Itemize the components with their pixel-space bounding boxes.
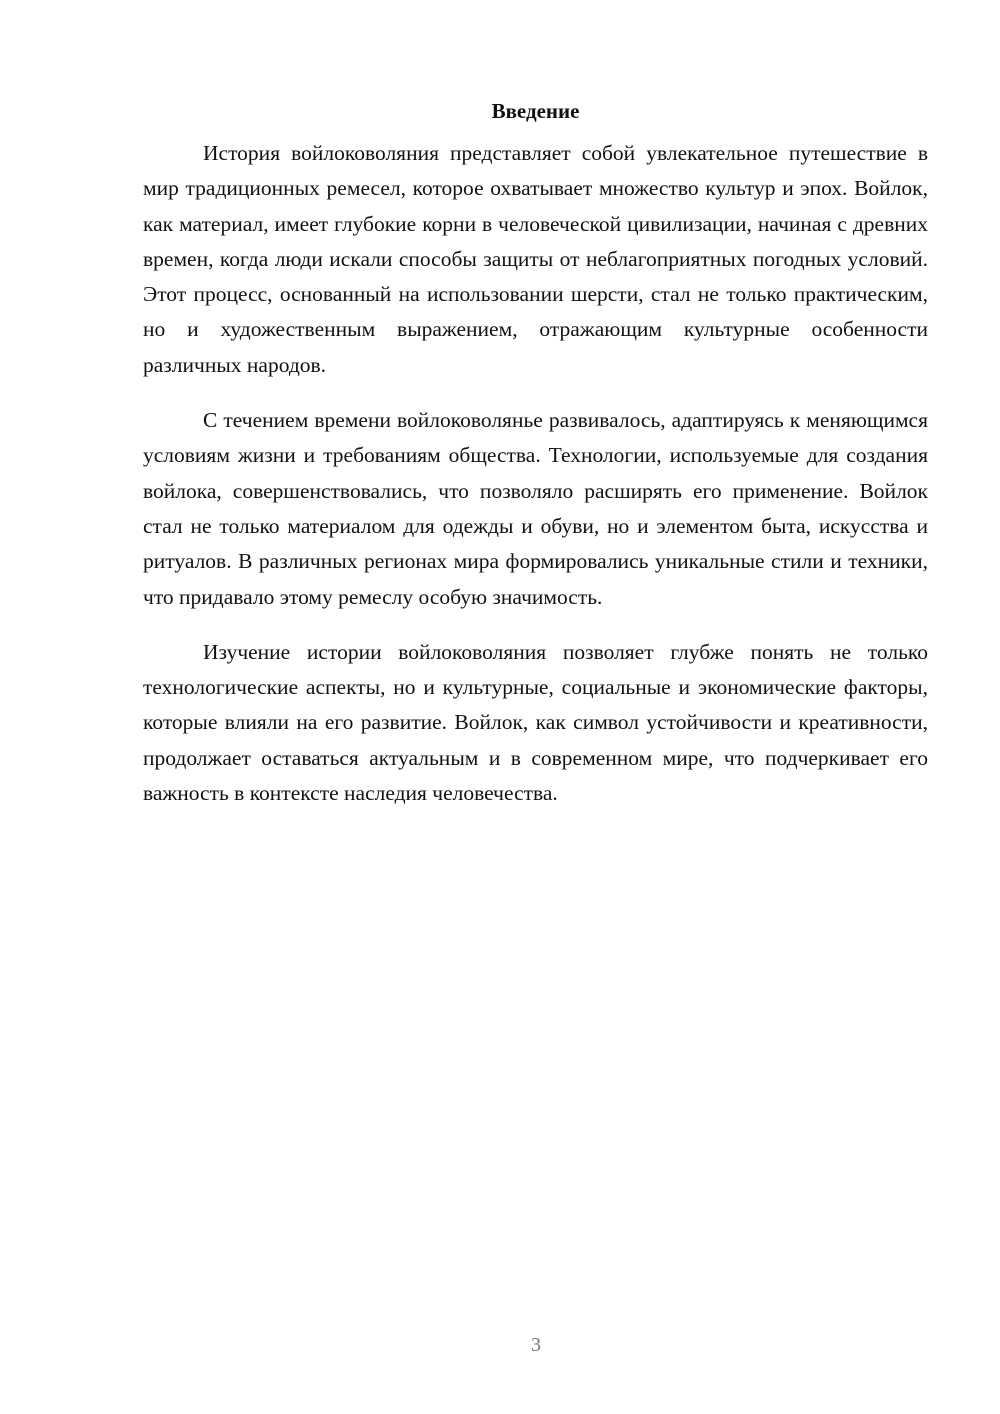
section-title: Введение [491,99,580,123]
page-content [143,96,928,831]
paragraph-2: С течением времени войлоковолянье развивалось, адаптируясь к меняющимся условиям жизни и требованиям общества. Технологии, используемые для создания войлока, совершенствовались, что позволяло расширять его применение. Войлок стал не только материалом для одежды и обуви, но и элементом быта, искусства и ритуалов. В различных регионах мира формировались уникальные стили и техники, что придавало этому ремеслу особую значимость. [143,408,928,609]
paragraph-1: История войлоковоляния представляет собой увлекательное путешествие в мир традиционных ремесел, которое охватывает множество культур и эпох. Войлок, как материал, имеет глубокие корни в человеческой цивилизации, начиная с древних времен, когда люди искали способы защиты от неблагоприятных погодных условий. Этот процесс, основанный на использовании шерсти, стал не только практическим, но и художественным выражением, отражающим культурные особенности различных народов. [143,141,928,377]
paragraph-3: Изучение истории войлоковоляния позволяет глубже понять не только технологические аспекты, но и культурные, социальные и экономические факторы, которые влияли на его развитие. Войлок, как символ устойчивости и креативности, продолжает оставаться актуальным и в современном мире, что подчеркивает его важность в контексте наследия человечества. [143,639,928,806]
page-number: 3 [531,1334,541,1356]
